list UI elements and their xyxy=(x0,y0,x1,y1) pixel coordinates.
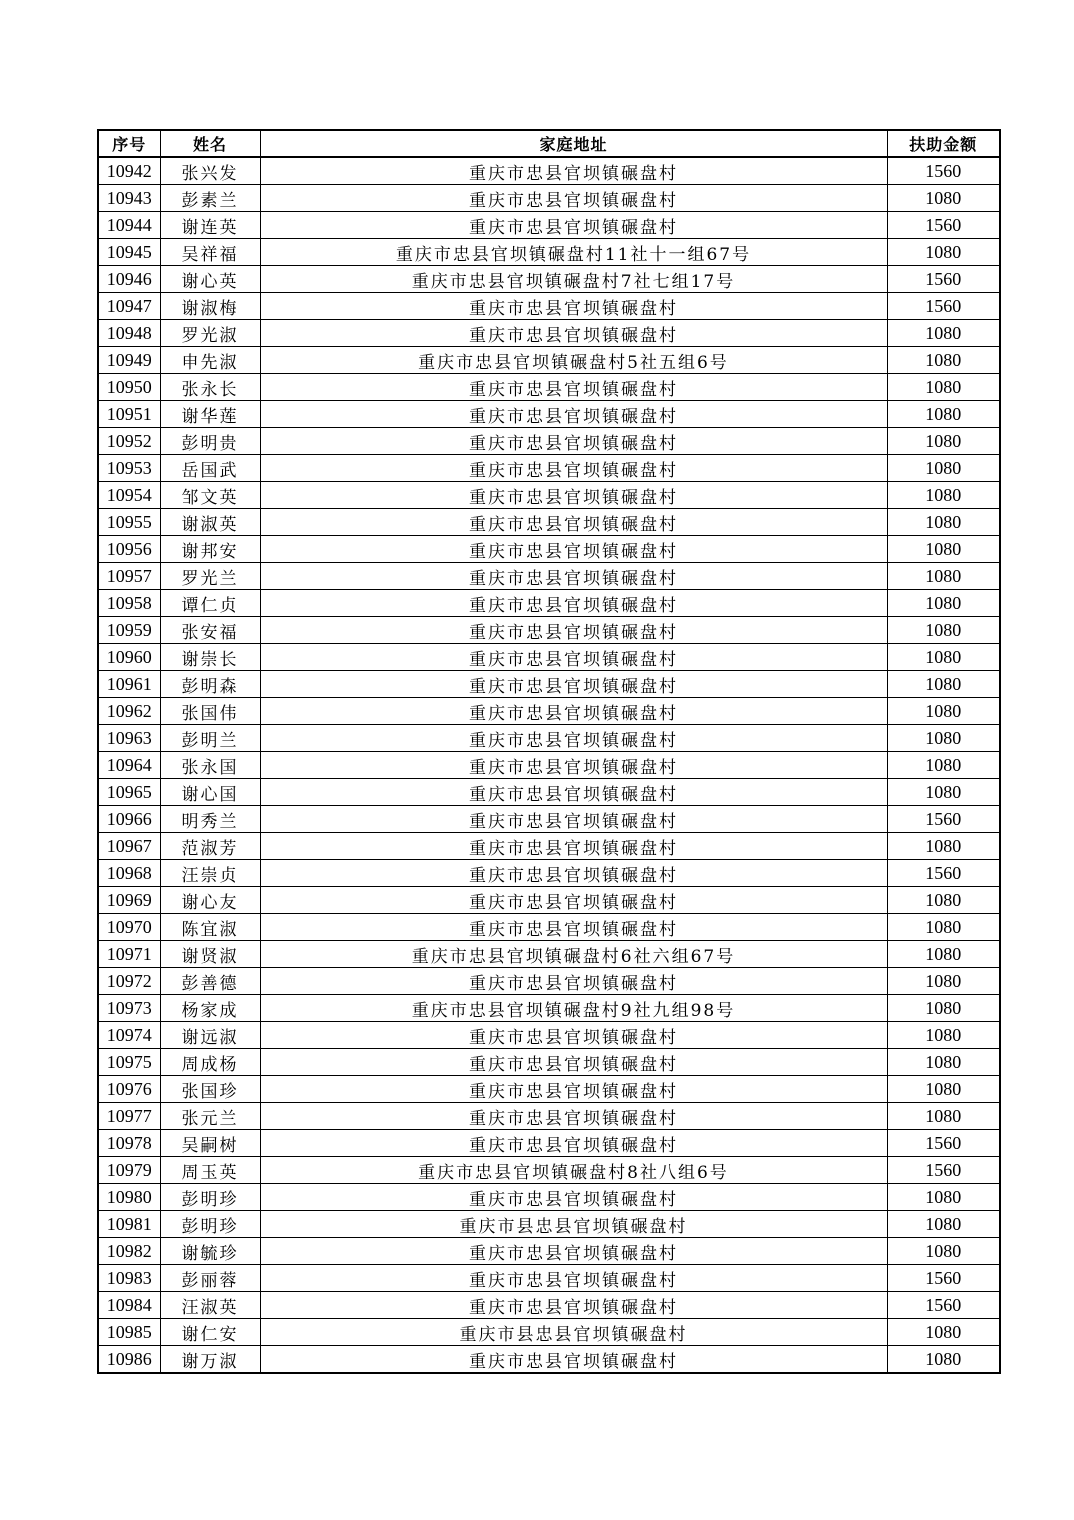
table-row xyxy=(98,482,1000,509)
name-cell: 谢连英 xyxy=(160,212,260,239)
amount-cell: 1560 xyxy=(887,1292,1000,1319)
serial-number-cell: 10946 xyxy=(98,266,160,293)
serial-number-cell: 10965 xyxy=(98,779,160,806)
serial-number-cell: 10957 xyxy=(98,563,160,590)
amount-cell: 1080 xyxy=(887,320,1000,347)
address-cell: 重庆市忠县官坝镇碾盘村 xyxy=(260,428,887,455)
address-cell: 重庆市忠县官坝镇碾盘村5社五组6号 xyxy=(260,347,887,374)
name-cell: 谢万淑 xyxy=(160,1346,260,1374)
name-cell: 汪淑英 xyxy=(160,1292,260,1319)
amount-cell: 1560 xyxy=(887,860,1000,887)
table-row xyxy=(98,806,1000,833)
table-row xyxy=(98,266,1000,293)
name-cell: 谢华莲 xyxy=(160,401,260,428)
serial-number-cell: 10982 xyxy=(98,1238,160,1265)
name-cell: 罗光淑 xyxy=(160,320,260,347)
amount-cell: 1560 xyxy=(887,293,1000,320)
name-cell: 张永国 xyxy=(160,752,260,779)
name-cell: 张国伟 xyxy=(160,698,260,725)
name-cell: 谢淑英 xyxy=(160,509,260,536)
address-cell: 重庆市忠县官坝镇碾盘村 xyxy=(260,725,887,752)
serial-number-cell: 10966 xyxy=(98,806,160,833)
address-cell: 重庆市忠县官坝镇碾盘村9社九组98号 xyxy=(260,995,887,1022)
amount-cell: 1080 xyxy=(887,833,1000,860)
serial-number-cell: 10969 xyxy=(98,887,160,914)
name-cell: 周玉英 xyxy=(160,1157,260,1184)
amount-cell: 1080 xyxy=(887,644,1000,671)
amount-cell: 1080 xyxy=(887,698,1000,725)
serial-number-cell: 10951 xyxy=(98,401,160,428)
serial-number-cell: 10959 xyxy=(98,617,160,644)
name-cell: 彭素兰 xyxy=(160,185,260,212)
table-row xyxy=(98,995,1000,1022)
name-cell: 张国珍 xyxy=(160,1076,260,1103)
table-row xyxy=(98,752,1000,779)
table-row xyxy=(98,428,1000,455)
serial-number-cell: 10956 xyxy=(98,536,160,563)
table-row xyxy=(98,347,1000,374)
serial-number-cell: 10983 xyxy=(98,1265,160,1292)
name-cell: 谢邦安 xyxy=(160,536,260,563)
address-cell: 重庆市县忠县官坝镇碾盘村 xyxy=(260,1211,887,1238)
name-cell: 吴嗣树 xyxy=(160,1130,260,1157)
amount-cell: 1080 xyxy=(887,1319,1000,1346)
address-cell: 重庆市忠县官坝镇碾盘村 xyxy=(260,752,887,779)
table-row xyxy=(98,185,1000,212)
name-cell: 谢仁安 xyxy=(160,1319,260,1346)
header-name: 姓名 xyxy=(160,130,260,157)
amount-cell: 1080 xyxy=(887,1076,1000,1103)
name-cell: 范淑芳 xyxy=(160,833,260,860)
name-cell: 彭丽蓉 xyxy=(160,1265,260,1292)
amount-cell: 1560 xyxy=(887,1130,1000,1157)
amount-cell: 1080 xyxy=(887,671,1000,698)
name-cell: 汪崇贞 xyxy=(160,860,260,887)
table-row xyxy=(98,671,1000,698)
name-cell: 谢心国 xyxy=(160,779,260,806)
address-cell: 重庆市忠县官坝镇碾盘村 xyxy=(260,887,887,914)
name-cell: 陈宜淑 xyxy=(160,914,260,941)
table-row xyxy=(98,1103,1000,1130)
address-cell: 重庆市忠县官坝镇碾盘村 xyxy=(260,1346,887,1374)
name-cell: 罗光兰 xyxy=(160,563,260,590)
table-body xyxy=(98,157,1000,1373)
assistance-table xyxy=(97,129,1001,1374)
serial-number-cell: 10970 xyxy=(98,914,160,941)
amount-cell: 1080 xyxy=(887,1049,1000,1076)
name-cell: 谭仁贞 xyxy=(160,590,260,617)
address-cell: 重庆市忠县官坝镇碾盘村 xyxy=(260,779,887,806)
name-cell: 谢淑梅 xyxy=(160,293,260,320)
address-cell: 重庆市忠县官坝镇碾盘村 xyxy=(260,293,887,320)
amount-cell: 1560 xyxy=(887,1265,1000,1292)
name-cell: 彭明兰 xyxy=(160,725,260,752)
serial-number-cell: 10984 xyxy=(98,1292,160,1319)
serial-number-cell: 10968 xyxy=(98,860,160,887)
amount-cell: 1560 xyxy=(887,212,1000,239)
table-row xyxy=(98,887,1000,914)
address-cell: 重庆市忠县官坝镇碾盘村 xyxy=(260,401,887,428)
table-row xyxy=(98,1292,1000,1319)
name-cell: 谢远淑 xyxy=(160,1022,260,1049)
name-cell: 岳国武 xyxy=(160,455,260,482)
address-cell: 重庆市忠县官坝镇碾盘村6社六组67号 xyxy=(260,941,887,968)
table-row xyxy=(98,536,1000,563)
table-row xyxy=(98,1211,1000,1238)
table-row xyxy=(98,941,1000,968)
header-home-address: 家庭地址 xyxy=(260,130,887,157)
address-cell: 重庆市忠县官坝镇碾盘村 xyxy=(260,1022,887,1049)
amount-cell: 1080 xyxy=(887,536,1000,563)
table-row xyxy=(98,455,1000,482)
name-cell: 谢崇长 xyxy=(160,644,260,671)
table-row xyxy=(98,698,1000,725)
name-cell: 谢贤淑 xyxy=(160,941,260,968)
name-cell: 谢心友 xyxy=(160,887,260,914)
address-cell: 重庆市忠县官坝镇碾盘村 xyxy=(260,320,887,347)
amount-cell: 1080 xyxy=(887,239,1000,266)
address-cell: 重庆市忠县官坝镇碾盘村 xyxy=(260,590,887,617)
name-cell: 张元兰 xyxy=(160,1103,260,1130)
address-cell: 重庆市忠县官坝镇碾盘村 xyxy=(260,806,887,833)
amount-cell: 1080 xyxy=(887,1184,1000,1211)
table-row xyxy=(98,1049,1000,1076)
serial-number-cell: 10943 xyxy=(98,185,160,212)
address-cell: 重庆市忠县官坝镇碾盘村 xyxy=(260,1076,887,1103)
amount-cell: 1080 xyxy=(887,347,1000,374)
amount-cell: 1080 xyxy=(887,1211,1000,1238)
serial-number-cell: 10961 xyxy=(98,671,160,698)
name-cell: 谢心英 xyxy=(160,266,260,293)
table-row xyxy=(98,617,1000,644)
table-row xyxy=(98,860,1000,887)
amount-cell: 1560 xyxy=(887,157,1000,185)
address-cell: 重庆市忠县官坝镇碾盘村 xyxy=(260,671,887,698)
table-row xyxy=(98,968,1000,995)
serial-number-cell: 10949 xyxy=(98,347,160,374)
amount-cell: 1560 xyxy=(887,1157,1000,1184)
table-row xyxy=(98,1022,1000,1049)
address-cell: 重庆市忠县官坝镇碾盘村 xyxy=(260,563,887,590)
address-cell: 重庆市忠县官坝镇碾盘村8社八组6号 xyxy=(260,1157,887,1184)
amount-cell: 1080 xyxy=(887,1022,1000,1049)
amount-cell: 1080 xyxy=(887,590,1000,617)
amount-cell: 1080 xyxy=(887,509,1000,536)
serial-number-cell: 10962 xyxy=(98,698,160,725)
amount-cell: 1080 xyxy=(887,1346,1000,1374)
amount-cell: 1080 xyxy=(887,401,1000,428)
table-row xyxy=(98,644,1000,671)
address-cell: 重庆市忠县官坝镇碾盘村 xyxy=(260,536,887,563)
address-cell: 重庆市忠县官坝镇碾盘村 xyxy=(260,1265,887,1292)
table-row xyxy=(98,1076,1000,1103)
address-cell: 重庆市忠县官坝镇碾盘村 xyxy=(260,968,887,995)
serial-number-cell: 10977 xyxy=(98,1103,160,1130)
table-header-row xyxy=(98,130,1000,157)
amount-cell: 1080 xyxy=(887,185,1000,212)
address-cell: 重庆市忠县官坝镇碾盘村 xyxy=(260,482,887,509)
serial-number-cell: 10963 xyxy=(98,725,160,752)
serial-number-cell: 10942 xyxy=(98,157,160,185)
name-cell: 邹文英 xyxy=(160,482,260,509)
table-row xyxy=(98,1157,1000,1184)
name-cell: 张永长 xyxy=(160,374,260,401)
address-cell: 重庆市忠县官坝镇碾盘村 xyxy=(260,914,887,941)
table-row xyxy=(98,401,1000,428)
serial-number-cell: 10976 xyxy=(98,1076,160,1103)
address-cell: 重庆市忠县官坝镇碾盘村11社十一组67号 xyxy=(260,239,887,266)
address-cell: 重庆市忠县官坝镇碾盘村 xyxy=(260,1049,887,1076)
table-row xyxy=(98,914,1000,941)
table-row xyxy=(98,833,1000,860)
table-row xyxy=(98,320,1000,347)
serial-number-cell: 10945 xyxy=(98,239,160,266)
address-cell: 重庆市忠县官坝镇碾盘村7社七组17号 xyxy=(260,266,887,293)
amount-cell: 1080 xyxy=(887,455,1000,482)
amount-cell: 1080 xyxy=(887,968,1000,995)
table-row xyxy=(98,1346,1000,1374)
amount-cell: 1080 xyxy=(887,1103,1000,1130)
header-assistance-amount: 扶助金额 xyxy=(887,130,1000,157)
table-row xyxy=(98,1130,1000,1157)
name-cell: 彭明森 xyxy=(160,671,260,698)
serial-number-cell: 10980 xyxy=(98,1184,160,1211)
amount-cell: 1080 xyxy=(887,725,1000,752)
amount-cell: 1080 xyxy=(887,617,1000,644)
serial-number-cell: 10967 xyxy=(98,833,160,860)
table-row xyxy=(98,563,1000,590)
address-cell: 重庆市忠县官坝镇碾盘村 xyxy=(260,833,887,860)
name-cell: 吴祥福 xyxy=(160,239,260,266)
amount-cell: 1080 xyxy=(887,1238,1000,1265)
amount-cell: 1080 xyxy=(887,779,1000,806)
address-cell: 重庆市忠县官坝镇碾盘村 xyxy=(260,1238,887,1265)
name-cell: 张兴发 xyxy=(160,157,260,185)
serial-number-cell: 10978 xyxy=(98,1130,160,1157)
table-row xyxy=(98,509,1000,536)
table-row xyxy=(98,239,1000,266)
amount-cell: 1080 xyxy=(887,374,1000,401)
table-row xyxy=(98,725,1000,752)
address-cell: 重庆市忠县官坝镇碾盘村 xyxy=(260,698,887,725)
serial-number-cell: 10952 xyxy=(98,428,160,455)
header-serial-number: 序号 xyxy=(98,130,160,157)
table-row xyxy=(98,590,1000,617)
table-row xyxy=(98,212,1000,239)
amount-cell: 1080 xyxy=(887,914,1000,941)
serial-number-cell: 10972 xyxy=(98,968,160,995)
table-row xyxy=(98,1238,1000,1265)
serial-number-cell: 10958 xyxy=(98,590,160,617)
address-cell: 重庆市忠县官坝镇碾盘村 xyxy=(260,1130,887,1157)
serial-number-cell: 10964 xyxy=(98,752,160,779)
serial-number-cell: 10944 xyxy=(98,212,160,239)
serial-number-cell: 10953 xyxy=(98,455,160,482)
serial-number-cell: 10975 xyxy=(98,1049,160,1076)
address-cell: 重庆市忠县官坝镇碾盘村 xyxy=(260,1292,887,1319)
address-cell: 重庆市忠县官坝镇碾盘村 xyxy=(260,212,887,239)
address-cell: 重庆市忠县官坝镇碾盘村 xyxy=(260,455,887,482)
name-cell: 彭善德 xyxy=(160,968,260,995)
serial-number-cell: 10950 xyxy=(98,374,160,401)
serial-number-cell: 10979 xyxy=(98,1157,160,1184)
amount-cell: 1080 xyxy=(887,752,1000,779)
serial-number-cell: 10973 xyxy=(98,995,160,1022)
amount-cell: 1080 xyxy=(887,995,1000,1022)
amount-cell: 1560 xyxy=(887,806,1000,833)
address-cell: 重庆市忠县官坝镇碾盘村 xyxy=(260,374,887,401)
amount-cell: 1080 xyxy=(887,563,1000,590)
name-cell: 彭明珍 xyxy=(160,1184,260,1211)
serial-number-cell: 10954 xyxy=(98,482,160,509)
address-cell: 重庆市忠县官坝镇碾盘村 xyxy=(260,860,887,887)
serial-number-cell: 10986 xyxy=(98,1346,160,1374)
name-cell: 彭明贵 xyxy=(160,428,260,455)
amount-cell: 1080 xyxy=(887,482,1000,509)
table-row xyxy=(98,293,1000,320)
table-row xyxy=(98,374,1000,401)
address-cell: 重庆市忠县官坝镇碾盘村 xyxy=(260,1103,887,1130)
serial-number-cell: 10948 xyxy=(98,320,160,347)
serial-number-cell: 10947 xyxy=(98,293,160,320)
serial-number-cell: 10981 xyxy=(98,1211,160,1238)
address-cell: 重庆市忠县官坝镇碾盘村 xyxy=(260,185,887,212)
amount-cell: 1080 xyxy=(887,428,1000,455)
table-row xyxy=(98,157,1000,185)
serial-number-cell: 10985 xyxy=(98,1319,160,1346)
address-cell: 重庆市忠县官坝镇碾盘村 xyxy=(260,644,887,671)
amount-cell: 1080 xyxy=(887,941,1000,968)
table-row xyxy=(98,1319,1000,1346)
address-cell: 重庆市忠县官坝镇碾盘村 xyxy=(260,617,887,644)
amount-cell: 1560 xyxy=(887,266,1000,293)
name-cell: 申先淑 xyxy=(160,347,260,374)
name-cell: 周成杨 xyxy=(160,1049,260,1076)
serial-number-cell: 10960 xyxy=(98,644,160,671)
name-cell: 杨家成 xyxy=(160,995,260,1022)
table-row xyxy=(98,1184,1000,1211)
table-row xyxy=(98,1265,1000,1292)
serial-number-cell: 10974 xyxy=(98,1022,160,1049)
address-cell: 重庆市忠县官坝镇碾盘村 xyxy=(260,509,887,536)
address-cell: 重庆市县忠县官坝镇碾盘村 xyxy=(260,1319,887,1346)
serial-number-cell: 10971 xyxy=(98,941,160,968)
name-cell: 谢毓珍 xyxy=(160,1238,260,1265)
amount-cell: 1080 xyxy=(887,887,1000,914)
address-cell: 重庆市忠县官坝镇碾盘村 xyxy=(260,1184,887,1211)
address-cell: 重庆市忠县官坝镇碾盘村 xyxy=(260,157,887,185)
name-cell: 彭明珍 xyxy=(160,1211,260,1238)
serial-number-cell: 10955 xyxy=(98,509,160,536)
name-cell: 张安福 xyxy=(160,617,260,644)
table-row xyxy=(98,779,1000,806)
name-cell: 明秀兰 xyxy=(160,806,260,833)
